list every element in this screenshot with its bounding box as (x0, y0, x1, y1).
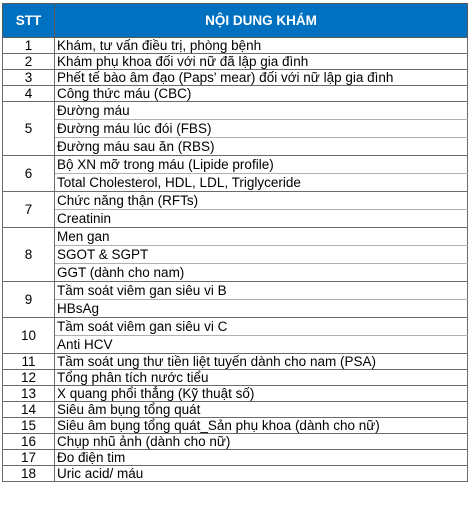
table-row (3, 156, 468, 174)
row-number: 4 (3, 86, 55, 102)
table-row (3, 370, 468, 386)
table-row (3, 300, 468, 318)
table-row (3, 282, 468, 300)
exam-item: Anti HCV (55, 336, 468, 354)
row-number: 8 (3, 228, 55, 282)
table-row (3, 174, 468, 192)
table-row (3, 138, 468, 156)
row-number: 14 (3, 402, 55, 418)
table-row (3, 120, 468, 138)
exam-item: Uric acid/ máu (55, 466, 468, 482)
exam-item: Khám, tư vấn điều trị, phòng bệnh (55, 38, 468, 54)
table-row (3, 386, 468, 402)
exam-item: X quang phổi thẳng (Kỹ thuật số) (55, 386, 468, 402)
table-row (3, 450, 468, 466)
exam-item: Men gan (55, 228, 468, 246)
table-row (3, 86, 468, 102)
table-row (3, 402, 468, 418)
exam-item: HBsAg (55, 300, 468, 318)
exam-item: Tầm soát viêm gan siêu vi B (55, 282, 468, 300)
exam-item: Đường máu lúc đói (FBS) (55, 120, 468, 138)
exam-item: Bộ XN mỡ trong máu (Lipide profile) (55, 156, 468, 174)
table-row (3, 192, 468, 210)
exam-item: Phết tế bào âm đạo (Paps' mear) đối với nữ lập gia đình (55, 70, 468, 86)
row-number: 15 (3, 418, 55, 434)
exam-item: Tầm soát viêm gan siêu vi C (55, 318, 468, 336)
table-row (3, 246, 468, 264)
row-number: 7 (3, 192, 55, 228)
row-number: 1 (3, 38, 55, 54)
table-row (3, 228, 468, 246)
exam-item: Chụp nhũ ảnh (dành cho nữ) (55, 434, 468, 450)
exam-item: Siêu âm bụng tổng quát (55, 402, 468, 418)
row-number: 17 (3, 450, 55, 466)
exam-item: Tầm soát ung thư tiền liệt tuyến dành cho nam (PSA) (55, 354, 468, 370)
row-number: 10 (3, 318, 55, 354)
table-row (3, 466, 468, 482)
row-number: 5 (3, 102, 55, 156)
exam-item: Tổng phân tích nước tiểu (55, 370, 468, 386)
exam-item: Chức năng thận (RFTs) (55, 192, 468, 210)
header-content: NỘI DUNG KHÁM (55, 4, 468, 38)
row-number: 18 (3, 466, 55, 482)
table-row (3, 264, 468, 282)
exam-item: Khám phụ khoa đối với nữ đã lập gia đình (55, 54, 468, 70)
table-header-row (3, 4, 468, 38)
row-number: 2 (3, 54, 55, 70)
row-number: 12 (3, 370, 55, 386)
exam-item: Đo điện tim (55, 450, 468, 466)
table-body (3, 38, 468, 482)
table-row (3, 418, 468, 434)
table-row (3, 210, 468, 228)
table-row (3, 70, 468, 86)
row-number: 16 (3, 434, 55, 450)
table-row (3, 434, 468, 450)
row-number: 11 (3, 354, 55, 370)
table-row (3, 38, 468, 54)
table-row (3, 102, 468, 120)
row-number: 3 (3, 70, 55, 86)
table-row (3, 354, 468, 370)
exam-item: GGT (dành cho nam) (55, 264, 468, 282)
row-number: 6 (3, 156, 55, 192)
table-row (3, 318, 468, 336)
row-number: 9 (3, 282, 55, 318)
exam-item: Siêu âm bụng tổng quát_Sản phụ khoa (dành cho nữ) (55, 418, 468, 434)
exam-item: Công thức máu (CBC) (55, 86, 468, 102)
exam-item: SGOT & SGPT (55, 246, 468, 264)
exam-item: Đường máu sau ăn (RBS) (55, 138, 468, 156)
exam-item: Creatinin (55, 210, 468, 228)
header-stt: STT (3, 4, 55, 38)
exam-item: Total Cholesterol, HDL, LDL, Triglyceride (55, 174, 468, 192)
row-number: 13 (3, 386, 55, 402)
exam-item: Đường máu (55, 102, 468, 120)
exam-content-table (2, 3, 468, 482)
table-row (3, 54, 468, 70)
table-row (3, 336, 468, 354)
